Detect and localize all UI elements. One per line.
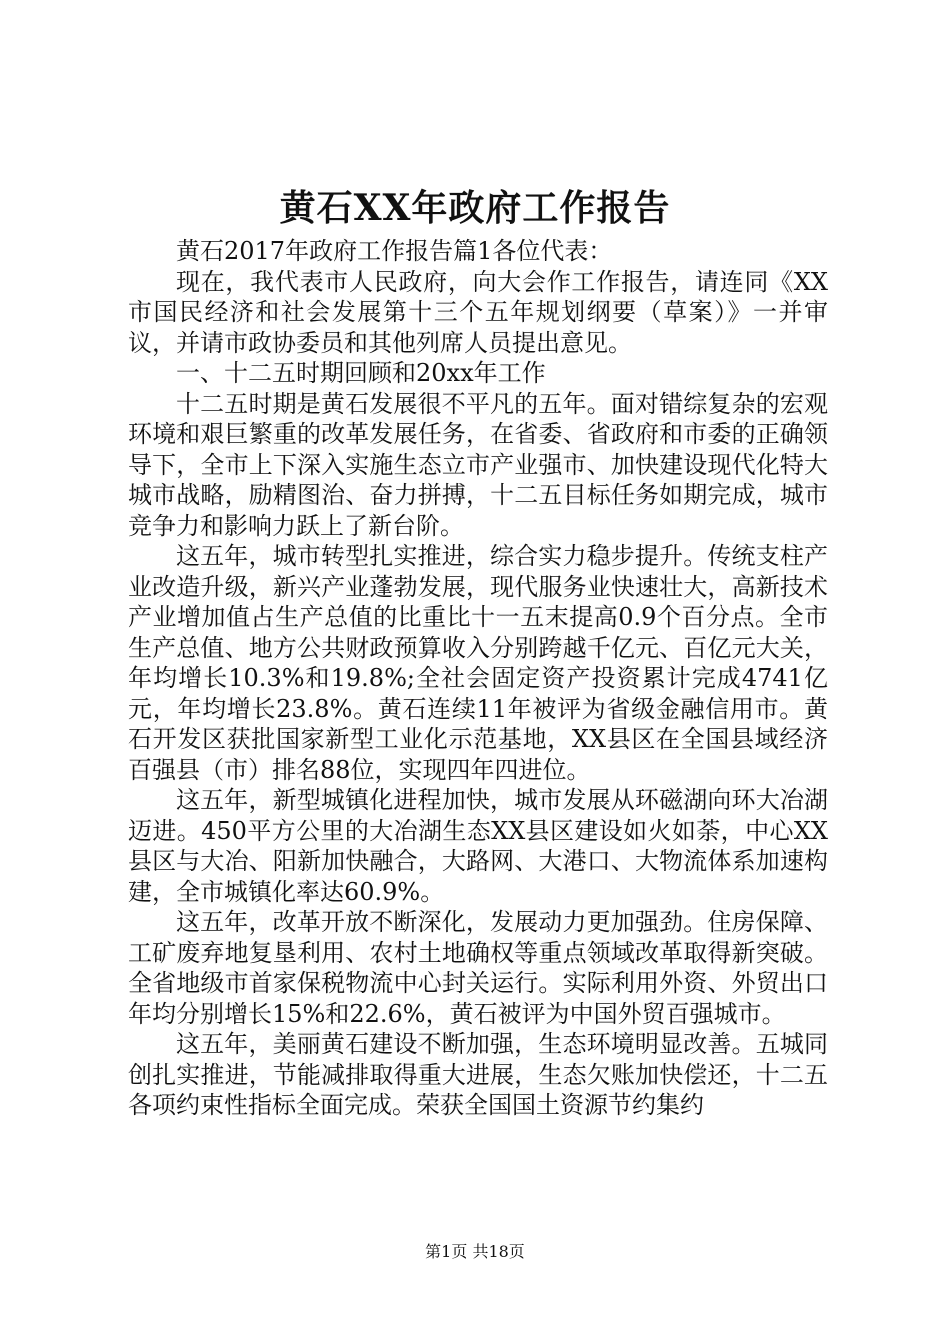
document-title: 黄石XX年政府工作报告 xyxy=(279,187,671,229)
document-body xyxy=(128,236,828,1121)
paragraph-greeting: 黄石2017年政府工作报告篇1各位代表： xyxy=(176,237,613,265)
paragraph-intro: 现在，我代表市人民政府，向大会作工作报告，请连同《XX市国民经济和社会发展第十三个五年规划纲要（草案）》一并审议，并请市政协委员和其他列席人员提出意见。 xyxy=(128,267,828,357)
section-heading: 一、十二五时期回顾和20xx年工作 xyxy=(176,359,546,387)
paragraph-economy: 这五年，城市转型扎实推进，综合实力稳步提升。传统支柱产业改造升级，新兴产业蓬勃发展，现代服务业快速壮大，高新技术产业增加值占生产总值的比重比十一五末提高0.9个百分点。全市生产总值、地方公共财政预算收入分别跨越千亿元、百亿元大关，年均增长10.3%和19.8%;全社会固定资产投资累计完成4741亿元，年均增长23.8%。黄石连续11年被评为省级金融信用市。黄石开发区获批国家新型工业化示范基地，XX县区在全国县域经济百强县（市）排名88位，实现四年四进位。 xyxy=(128,542,828,784)
paragraph-urbanization: 这五年，新型城镇化进程加快，城市发展从环磁湖向环大冶湖迈进。450平方公里的大冶湖生态XX县区建设如火如荼，中心XX县区与大冶、阳新加快融合，大路网、大港口、大物流体系加速构建，全市城镇化率达60.9%。 xyxy=(128,786,828,906)
page-footer: 第1页 共18页 xyxy=(425,1242,525,1261)
paragraph-ecology: 这五年，美丽黄石建设不断加强，生态环境明显改善。五城同创扎实推进，节能减排取得重大进展，生态欠账加快偿还，十二五各项约束性指标全面完成。荣获全国国土资源节约集约 xyxy=(128,1030,828,1119)
paragraph-review: 十二五时期是黄石发展很不平凡的五年。面对错综复杂的宏观环境和艰巨繁重的改革发展任务，在省委、省政府和市委的正确领导下，全市上下深入实施生态立市产业强市、加快建设现代化特大城市战略，励精图治、奋力拼搏，十二五目标任务如期完成，城市竞争力和影响力跃上了新台阶。 xyxy=(128,389,828,540)
paragraph-reform: 这五年，改革开放不断深化，发展动力更加强劲。住房保障、工矿废弃地复垦利用、农村土地确权等重点领域改革取得新突破。全省地级市首家保税物流中心封关运行。实际利用外资、外贸出口年均分别增长15%和22.6%，黄石被评为中国外贸百强城市。 xyxy=(128,908,828,1028)
